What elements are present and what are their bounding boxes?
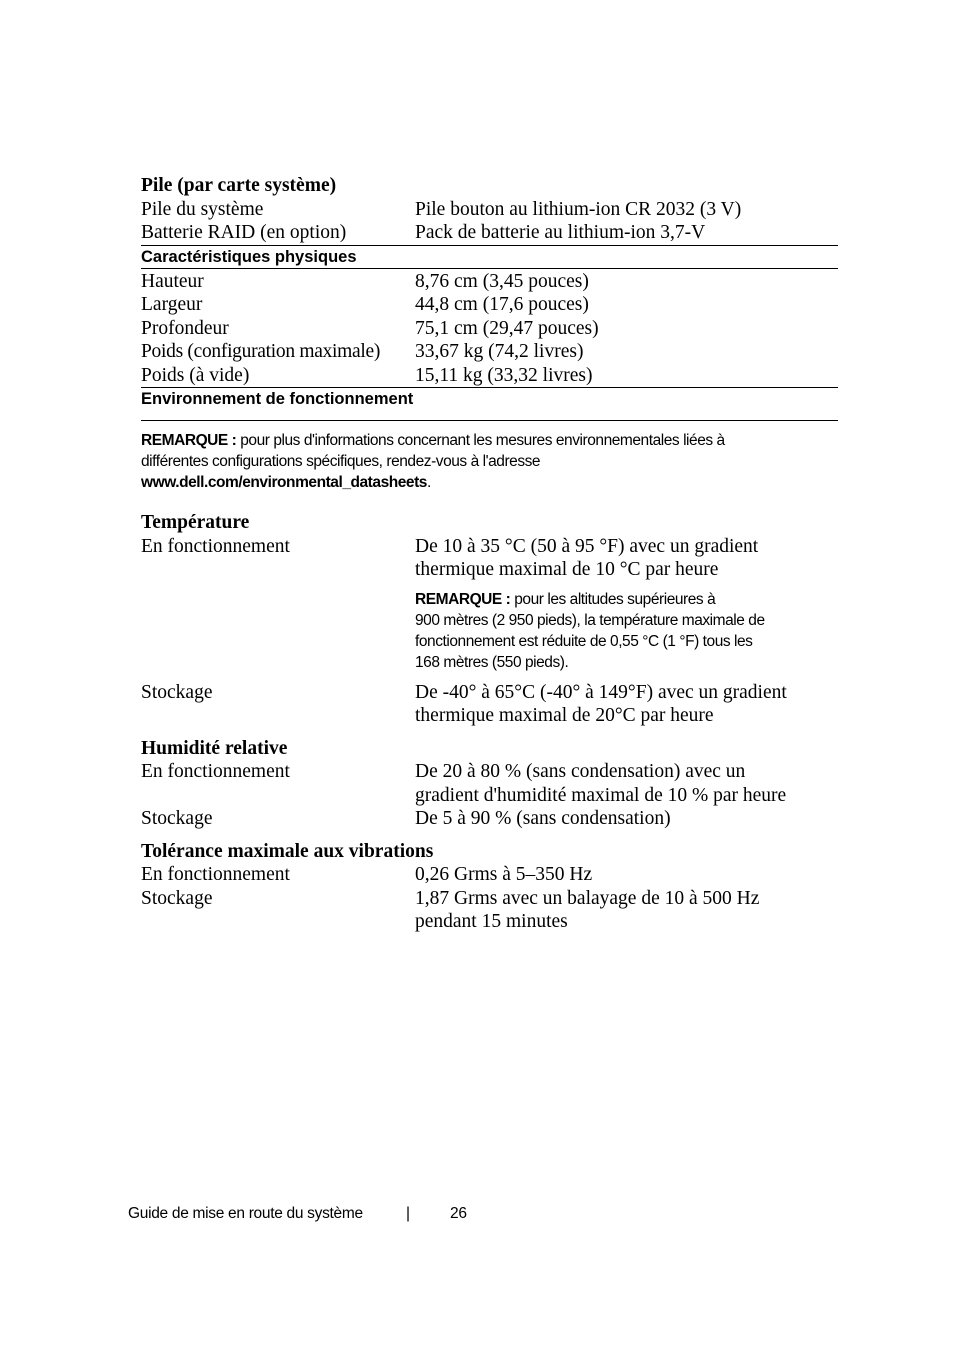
spec-row xyxy=(141,293,838,317)
spec-label: Largeur xyxy=(141,294,203,315)
note-label: REMARQUE : xyxy=(141,432,237,449)
spec-row xyxy=(141,863,838,887)
environment-note xyxy=(141,430,838,493)
spec-row xyxy=(141,364,838,388)
spec-row xyxy=(141,807,838,831)
temperature-note xyxy=(415,589,838,673)
spec-row xyxy=(141,317,838,341)
spec-label: Pile du système xyxy=(141,198,264,220)
physical-section-heading: Caractéristiques physiques xyxy=(141,245,838,269)
spec-row xyxy=(141,221,838,245)
spec-value-line: De 10 à 35 °C (50 à 95 °F) avec un gradient xyxy=(415,535,759,557)
note-text: pour les altitudes supérieures à xyxy=(510,590,716,608)
spec-value-line: De -40° à 65°C (-40° à 149°F) avec un gradient xyxy=(415,681,787,703)
spec-label: Batterie RAID (en option) xyxy=(141,222,347,243)
spec-label: En fonctionnement xyxy=(141,761,290,782)
note-text: 168 mètres (550 pieds). xyxy=(415,653,569,671)
spec-row xyxy=(141,681,838,728)
humidity-heading: Humidité relative xyxy=(141,737,288,759)
spec-value: 15,11 kg (33,32 livres) xyxy=(415,364,593,386)
spec-row xyxy=(141,760,838,807)
spec-label: En fonctionnement xyxy=(141,535,290,557)
spec-label: Poids (configuration maximale) xyxy=(141,341,381,362)
spec-label: Stockage xyxy=(141,887,213,909)
note-text: pour plus d'informations concernant les mesures environnementales liées à xyxy=(236,432,725,449)
footer-title: Guide de mise en route du système xyxy=(128,1205,363,1222)
note-text: . xyxy=(426,474,431,491)
spec-value: 33,67 kg (74,2 livres) xyxy=(415,341,584,362)
battery-heading: Pile (par carte système) xyxy=(141,175,337,196)
spec-value: 44,8 cm (17,6 pouces) xyxy=(415,294,589,315)
spec-label: En fonctionnement xyxy=(141,864,290,885)
spec-value-line: gradient d'humidité maximal de 10 % par heure xyxy=(415,784,787,806)
note-label: REMARQUE : xyxy=(415,590,511,608)
spec-row xyxy=(141,270,838,294)
spec-value: 8,76 cm (3,45 pouces) xyxy=(415,270,589,292)
spec-value-line: 1,87 Grms avec un balayage de 10 à 500 Hz xyxy=(415,887,760,909)
spec-value: De 5 à 90 % (sans condensation) xyxy=(415,808,671,829)
page-number: 26 xyxy=(450,1205,467,1222)
datasheets-link[interactable]: www.dell.com/environmental_datasheets xyxy=(141,474,427,491)
temperature-heading: Température xyxy=(141,512,250,533)
spec-label: Profondeur xyxy=(141,317,229,339)
spec-value: Pile bouton au lithium-ion CR 2032 (3 V) xyxy=(415,198,742,220)
spec-row xyxy=(141,535,838,582)
spec-label: Hauteur xyxy=(141,270,204,292)
spec-value-line: De 20 à 80 % (sans condensation) avec un xyxy=(415,761,746,782)
spec-value-line: pendant 15 minutes xyxy=(415,911,568,932)
spacer xyxy=(141,589,415,673)
spec-content xyxy=(141,174,838,934)
spec-value xyxy=(415,760,838,807)
note-text: différentes configurations spécifiques, rendez-vous à l'adresse xyxy=(141,453,541,470)
spec-row xyxy=(141,198,838,222)
spec-value xyxy=(415,681,838,728)
spec-row xyxy=(141,887,838,934)
spec-label: Stockage xyxy=(141,681,213,703)
spec-row xyxy=(141,340,838,364)
spec-label: Poids (à vide) xyxy=(141,364,250,386)
footer-separator: | xyxy=(406,1205,410,1222)
vibration-heading: Tolérance maximale aux vibrations xyxy=(141,840,434,862)
spec-value: Pack de batterie au lithium-ion 3,7-V xyxy=(415,222,706,243)
spec-value: 75,1 cm (29,47 pouces) xyxy=(415,317,599,339)
spec-value: 0,26 Grms à 5–350 Hz xyxy=(415,864,593,885)
spec-value-line: thermique maximal de 10 °C par heure xyxy=(415,559,719,580)
temperature-note-row xyxy=(141,589,838,673)
spec-value xyxy=(415,535,838,582)
spec-label: Stockage xyxy=(141,808,213,829)
spec-value xyxy=(415,887,838,934)
note-text: 900 mètres (2 950 pieds), la température maximale de xyxy=(415,611,765,629)
spec-value-line: thermique maximal de 20°C par heure xyxy=(415,705,714,726)
environment-section-heading: Environnement de fonctionnement xyxy=(141,387,838,421)
note-text: fonctionnement est réduite de 0,55 °C (1 °F) tous les xyxy=(415,632,753,650)
